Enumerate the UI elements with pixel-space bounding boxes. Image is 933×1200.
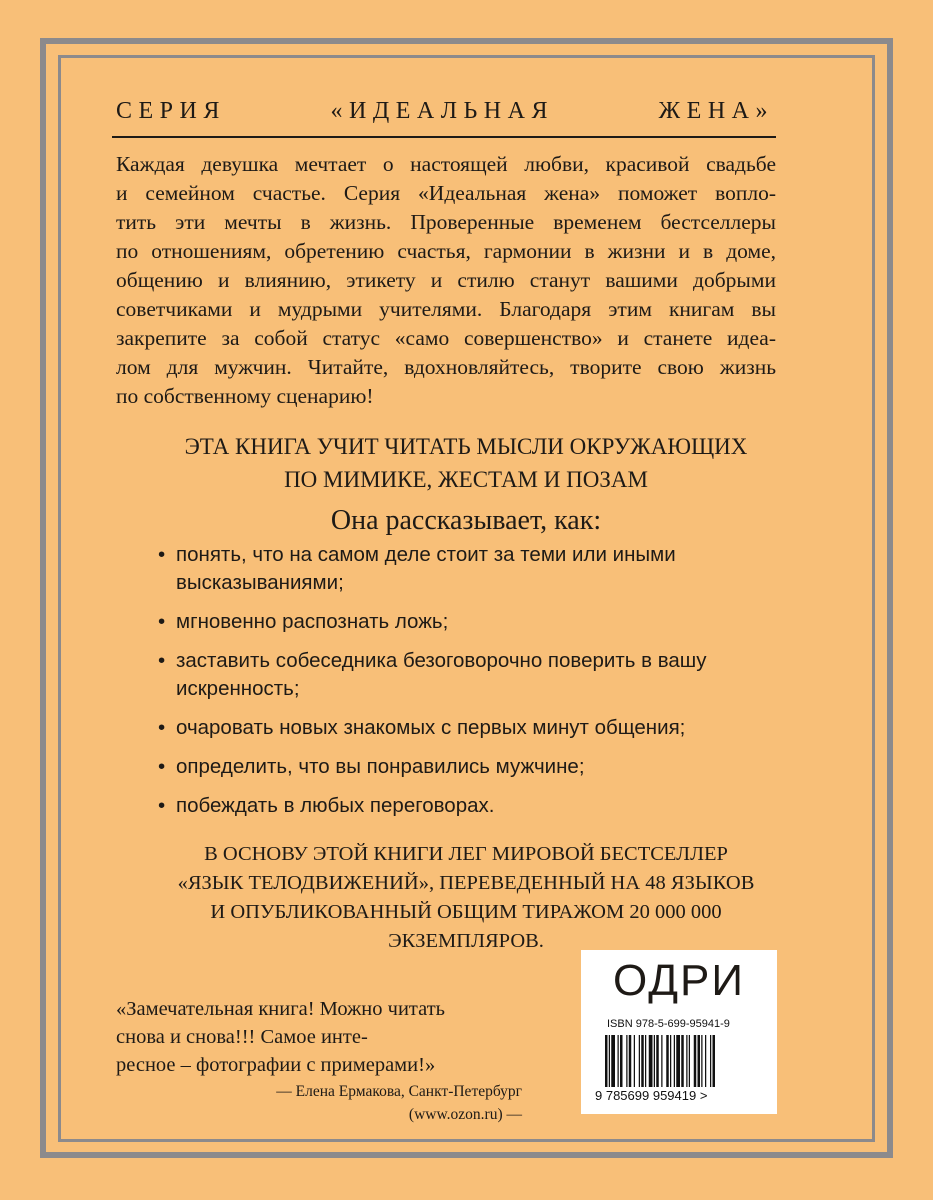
intro-line: и семейном счастье. Серия «Идеальная жена» поможет вопло-	[116, 181, 776, 205]
reader-quote	[116, 995, 556, 1079]
list-item-text: понять, что на самом деле стоит за теми или иными высказываниями;	[176, 543, 676, 594]
attribution-line: (www.ozon.ru) —	[408, 1106, 522, 1123]
barcode-bar	[618, 1035, 619, 1087]
barcode-bar	[626, 1035, 627, 1087]
list-item	[158, 608, 798, 636]
barcode-bar	[609, 1035, 610, 1087]
intro-line: лом для мужчин. Читайте, вдохновляйтесь, творите свою жизнь	[116, 355, 776, 379]
barcode-bar	[698, 1035, 701, 1087]
barcode-bar	[629, 1035, 632, 1087]
list-item	[158, 541, 798, 597]
barcode-bar	[605, 1035, 608, 1087]
barcode-bar	[710, 1035, 711, 1087]
barcode-bar	[713, 1035, 716, 1087]
list-item	[158, 647, 798, 703]
series-title: СЕРИЯ «ИДЕАЛЬНАЯ ЖЕНА»	[116, 98, 774, 124]
headline-line: ПО МИМИКЕ, ЖЕСТАМ И ПОЗАМ	[284, 467, 648, 492]
barcode-bar	[674, 1035, 675, 1087]
list-item-text: мгновенно распознать ложь;	[176, 610, 449, 633]
list-item	[158, 753, 798, 781]
publisher-logo: ОДРИ	[612, 956, 746, 1005]
barcode-bar	[694, 1035, 697, 1087]
barcode-bar	[705, 1035, 706, 1087]
bestseller-note	[116, 840, 816, 956]
bullet-icon: •	[158, 755, 166, 778]
intro-line: по отношениям, обретению счастья, гармонии в жизни и в доме,	[116, 239, 776, 263]
barcode-bar	[620, 1035, 623, 1087]
barcode-bar	[645, 1035, 646, 1087]
barcode-bar	[701, 1035, 702, 1087]
barcode-bar	[676, 1035, 680, 1087]
quote-line: снова и снова!!! Самое инте-	[116, 1026, 368, 1048]
list-item	[158, 714, 798, 742]
list-item-text: определить, что вы понравились мужчине;	[176, 755, 585, 778]
isbn-text: ISBN 978-5-699-95941-9	[607, 1018, 730, 1030]
bestseller-line: ЭКЗЕМПЛЯРОВ.	[388, 930, 544, 952]
list-item-text: очаровать новых знакомых с первых минут общения;	[176, 716, 686, 739]
barcode-bar	[634, 1035, 635, 1087]
barcode-bar	[681, 1035, 684, 1087]
bullet-icon: •	[158, 716, 166, 739]
bullet-icon: •	[158, 543, 166, 566]
bestseller-line: И ОПУБЛИКОВАННЫЙ ОБЩИМ ТИРАЖОМ 20 000 000	[210, 901, 722, 923]
attribution-line: — Елена Ермакова, Санкт-Петербург	[276, 1083, 522, 1100]
quote-line: ресное – фотографии с примерами!»	[116, 1054, 436, 1076]
barcode-bar	[686, 1035, 687, 1087]
barcode-panel	[581, 950, 777, 1114]
intro-line: общению и влиянию, этикету и стилю станут вашими добрыми	[116, 268, 776, 292]
quote-attribution	[200, 1080, 522, 1126]
intro-line: советчиками и мудрыми учителями. Благодаря этим книгам вы	[116, 297, 776, 321]
bullet-icon: •	[158, 649, 166, 672]
bestseller-line: «ЯЗЫК ТЕЛОДВИЖЕНИЙ», ПЕРЕВЕДЕННЫЙ НА 48 ЯЗЫКОВ	[177, 872, 755, 894]
intro-paragraph	[116, 150, 776, 411]
intro-line: по собственному сценарию!	[116, 384, 374, 408]
barcode-icon	[605, 1035, 753, 1087]
bullet-icon: •	[158, 610, 166, 633]
barcode-bar	[689, 1035, 690, 1087]
barcode-bar	[661, 1035, 662, 1087]
barcode-bar	[641, 1035, 644, 1087]
barcode-bar	[654, 1035, 655, 1087]
barcode-bar	[611, 1035, 615, 1087]
subhead: Она рассказывает, как:	[330, 505, 602, 536]
barcode-bar	[656, 1035, 659, 1087]
quote-line: «Замечательная книга! Можно читать	[116, 998, 446, 1020]
intro-line: Каждая девушка мечтает о настоящей любви, красивой свадьбе	[116, 152, 776, 176]
list-item-text: заставить собеседника безоговорочно поверить в вашу искренность;	[176, 649, 707, 700]
headline	[116, 430, 816, 496]
barcode-bar	[670, 1035, 671, 1087]
intro-line: тить эти мечты в жизнь. Проверенные временем бестселлеры	[116, 210, 776, 234]
list-item-text: побеждать в любых переговорах.	[176, 794, 495, 817]
barcode-bar	[649, 1035, 653, 1087]
bullet-icon: •	[158, 794, 166, 817]
headline-line: ЭТА КНИГА УЧИТ ЧИТАТЬ МЫСЛИ ОКРУЖАЮЩИХ	[184, 434, 748, 459]
barcode-bar	[666, 1035, 669, 1087]
benefits-list	[158, 541, 798, 831]
title-rule	[112, 136, 776, 138]
bestseller-line: В ОСНОВУ ЭТОЙ КНИГИ ЛЕГ МИРОВОЙ БЕСТСЕЛЛЕР	[204, 843, 728, 865]
list-item	[158, 792, 798, 820]
barcode-digits: 9 785699 959419 >	[595, 1088, 708, 1103]
intro-line: закрепите за собой статус «само совершенство» и станете идеа-	[116, 326, 776, 350]
barcode-bar	[639, 1035, 640, 1087]
